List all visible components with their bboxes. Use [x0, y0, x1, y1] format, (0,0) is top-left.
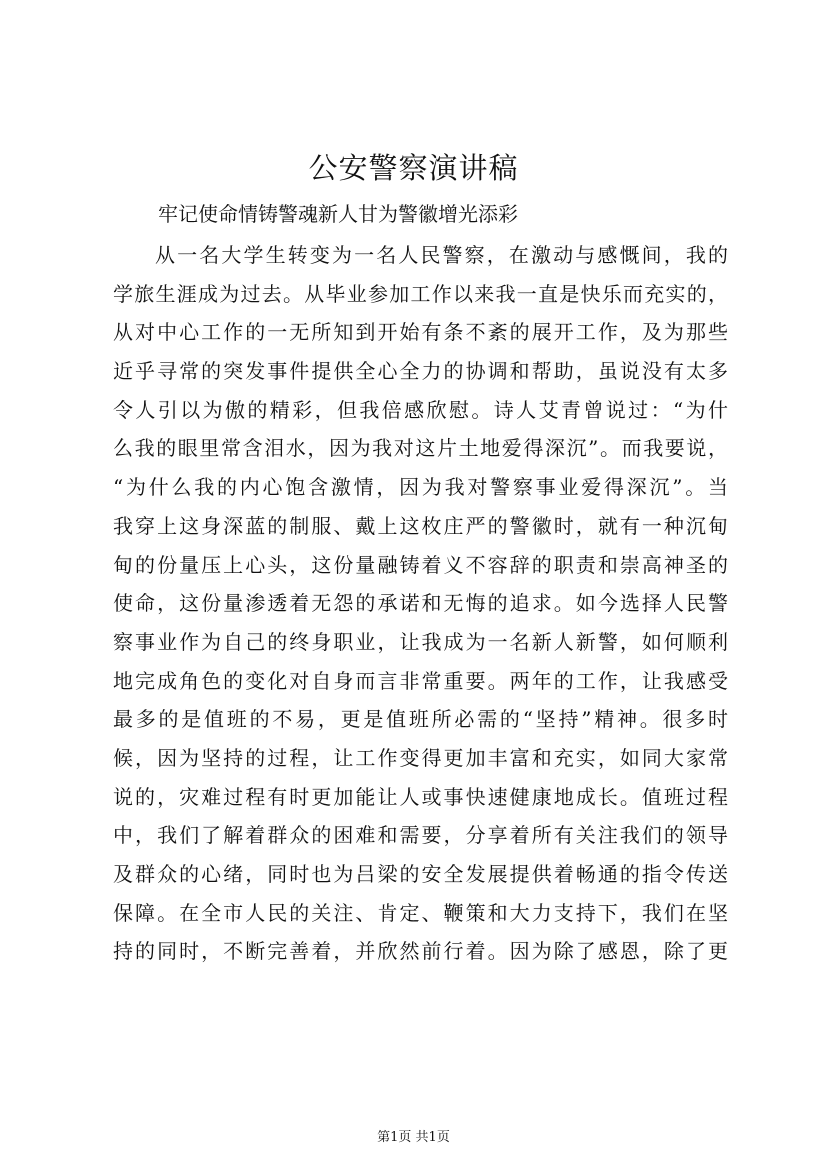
body-line: 近乎寻常的突发事件提供全心全力的协调和帮助，虽说没有太多 — [113, 359, 728, 384]
body-line: 地完成角色的变化对自身而言非常重要。两年的工作，让我感受 — [113, 668, 728, 693]
body-line: 令人引以为傲的精彩，但我倍感欣慰。诗人艾青曾说过：“为什 — [113, 397, 728, 422]
body-line: 最多的是值班的不易，更是值班所必需的“坚持”精神。很多时 — [113, 707, 728, 732]
document-title: 公安警察演讲稿 — [308, 151, 519, 185]
body-line: 学旅生涯成为过去。从毕业参加工作以来我一直是快乐而充实的， — [113, 281, 728, 306]
document-body — [113, 236, 728, 971]
body-line: 从一名大学生转变为一名人民警察，在激动与感慨间，我的 — [155, 243, 728, 267]
body-line: 中，我们了解着群众的困难和需要，分享着所有关注我们的领导 — [113, 823, 728, 848]
page-footer: 第1页 共1页 — [377, 1130, 450, 1145]
body-line: 我穿上这身深蓝的制服、戴上这枚庄严的警徽时，就有一种沉甸 — [113, 513, 728, 538]
body-line: “为什么我的内心饱含激情，因为我对警察事业爱得深沉”。当 — [113, 475, 728, 500]
body-line: 及群众的心绪，同时也为吕梁的安全发展提供着畅通的指令传送 — [113, 862, 728, 886]
body-line: 么我的眼里常含泪水，因为我对这片土地爱得深沉”。而我要说， — [113, 436, 728, 461]
body-line: 保障。在全市人民的关注、肯定、鞭策和大力支持下，我们在坚 — [113, 900, 728, 925]
document-subtitle: 牢记使命情铸警魂新人甘为警徽增光添彩 — [158, 202, 518, 226]
body-line: 甸的份量压上心头，这份量融铸着义不容辞的职责和崇高神圣的 — [113, 552, 728, 577]
body-line: 候，因为坚持的过程，让工作变得更加丰富和充实，如同大家常 — [113, 745, 728, 770]
body-line: 使命，这份量渗透着无怨的承诺和无悔的追求。如今选择人民警 — [113, 591, 728, 616]
body-line: 察事业作为自己的终身职业，让我成为一名新人新警，如何顺利 — [113, 629, 728, 654]
body-line: 从对中心工作的一无所知到开始有条不紊的展开工作，及为那些 — [113, 320, 728, 345]
body-line: 持的同时，不断完善着，并欣然前行着。因为除了感恩，除了更 — [113, 939, 728, 964]
body-line: 说的，灾难过程有时更加能让人或事快速健康地成长。值班过程 — [113, 784, 728, 809]
